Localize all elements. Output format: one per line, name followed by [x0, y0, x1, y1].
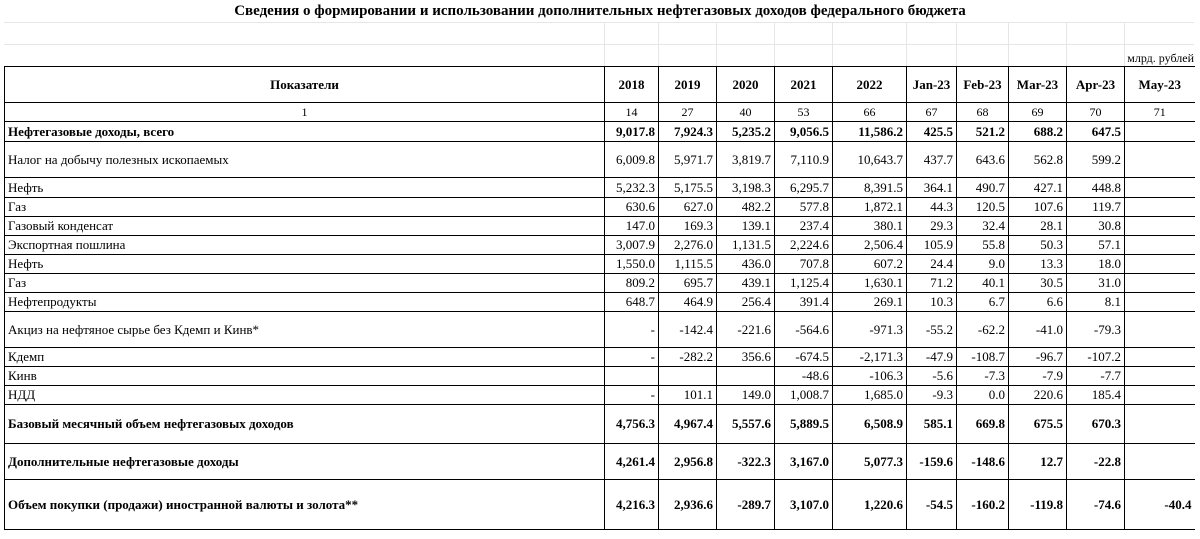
value-cell: 269.1 [833, 293, 907, 312]
value-cell: 630.6 [605, 198, 659, 217]
value-cell: -7.9 [1009, 367, 1067, 386]
value-cell: -119.8 [1009, 480, 1067, 530]
value-cell: 688.2 [1009, 122, 1067, 142]
row-label: Экспортная пошлина [5, 236, 605, 255]
table-row [5, 142, 1195, 178]
value-cell: 18.0 [1067, 255, 1125, 274]
value-cell: -96.7 [1009, 348, 1067, 367]
index-cell: 71 [1125, 103, 1195, 122]
value-cell: 2,276.0 [659, 236, 717, 255]
value-cell [717, 367, 775, 386]
value-cell: 13.3 [1009, 255, 1067, 274]
value-cell: 139.1 [717, 217, 775, 236]
value-cell: 10.3 [907, 293, 957, 312]
value-cell [1125, 217, 1195, 236]
value-cell [1125, 312, 1195, 348]
row-label: Налог на добычу полезных ископаемых [5, 142, 605, 178]
value-cell: -107.2 [1067, 348, 1125, 367]
value-cell: 50.3 [1009, 236, 1067, 255]
value-cell: 32.4 [957, 217, 1009, 236]
value-cell: 4,967.4 [659, 405, 717, 444]
value-cell: 437.7 [907, 142, 957, 178]
value-cell: - [605, 386, 659, 405]
value-cell [1125, 122, 1195, 142]
table-row [5, 236, 1195, 255]
value-cell: -41.0 [1009, 312, 1067, 348]
table-row [5, 178, 1195, 198]
value-cell: - [605, 348, 659, 367]
value-cell: 669.8 [957, 405, 1009, 444]
value-cell: -79.3 [1067, 312, 1125, 348]
row-label: Нефтепродукты [5, 293, 605, 312]
value-cell: 425.5 [907, 122, 957, 142]
value-cell: 30.5 [1009, 274, 1067, 293]
index-cell: 68 [957, 103, 1009, 122]
value-cell: -40.4 [1125, 480, 1195, 530]
value-cell: 9,056.5 [775, 122, 833, 142]
index-cell: 69 [1009, 103, 1067, 122]
value-cell: 809.2 [605, 274, 659, 293]
page-title: Сведения о формировании и использовании дополнительных нефтегазовых доходов федерального бюджета [234, 3, 966, 19]
row-label: Дополнительные нефтегазовые доходы [5, 444, 605, 480]
value-cell: 439.1 [717, 274, 775, 293]
value-cell [1125, 367, 1195, 386]
value-cell: 364.1 [907, 178, 957, 198]
value-cell: -62.2 [957, 312, 1009, 348]
value-cell: - [605, 312, 659, 348]
row-label: Кдемп [5, 348, 605, 367]
header-col: Jan-23 [907, 67, 957, 103]
value-cell: -22.8 [1067, 444, 1125, 480]
table-row [5, 255, 1195, 274]
row-label: Кинв [5, 367, 605, 386]
table-row [5, 348, 1195, 367]
empty-grid-area [4, 22, 1194, 66]
value-cell: 11,586.2 [833, 122, 907, 142]
row-label: Нефть [5, 255, 605, 274]
value-cell: 147.0 [605, 217, 659, 236]
index-cell: 53 [775, 103, 833, 122]
value-cell: 1,630.1 [833, 274, 907, 293]
table-row [5, 293, 1195, 312]
value-cell: 3,167.0 [775, 444, 833, 480]
value-cell: 220.6 [1009, 386, 1067, 405]
table-row [5, 444, 1195, 480]
value-cell [1125, 236, 1195, 255]
header-col: Apr-23 [1067, 67, 1125, 103]
value-cell: 6.7 [957, 293, 1009, 312]
value-cell: 380.1 [833, 217, 907, 236]
row-label: НДД [5, 386, 605, 405]
value-cell: 448.8 [1067, 178, 1125, 198]
value-cell: 10,643.7 [833, 142, 907, 178]
value-cell: 120.5 [957, 198, 1009, 217]
value-cell: -674.5 [775, 348, 833, 367]
value-cell: -106.3 [833, 367, 907, 386]
value-cell: 185.4 [1067, 386, 1125, 405]
value-cell [1125, 293, 1195, 312]
value-cell: -282.2 [659, 348, 717, 367]
value-cell: -55.2 [907, 312, 957, 348]
value-cell: -108.7 [957, 348, 1009, 367]
value-cell: 627.0 [659, 198, 717, 217]
index-cell: 14 [605, 103, 659, 122]
row-label: Базовый месячный объем нефтегазовых доходов [5, 405, 605, 444]
value-cell: -2,171.3 [833, 348, 907, 367]
table-row [5, 198, 1195, 217]
row-label: Газ [5, 198, 605, 217]
value-cell: 482.2 [717, 198, 775, 217]
header-col: 2019 [659, 67, 717, 103]
value-cell: 8.1 [1067, 293, 1125, 312]
value-cell: 237.4 [775, 217, 833, 236]
value-cell: 521.2 [957, 122, 1009, 142]
value-cell: -148.6 [957, 444, 1009, 480]
value-cell: 1,131.5 [717, 236, 775, 255]
value-cell: 9.0 [957, 255, 1009, 274]
value-cell: 643.6 [957, 142, 1009, 178]
value-cell: 607.2 [833, 255, 907, 274]
value-cell: 647.5 [1067, 122, 1125, 142]
value-cell [1125, 348, 1195, 367]
value-cell: -54.5 [907, 480, 957, 530]
index-label: 1 [5, 103, 605, 122]
value-cell: 2,506.4 [833, 236, 907, 255]
value-cell: 707.8 [775, 255, 833, 274]
value-cell: 107.6 [1009, 198, 1067, 217]
value-cell: -7.7 [1067, 367, 1125, 386]
value-cell: 71.2 [907, 274, 957, 293]
value-cell: -564.6 [775, 312, 833, 348]
value-cell: 55.8 [957, 236, 1009, 255]
value-cell: 31.0 [1067, 274, 1125, 293]
value-cell: 5,077.3 [833, 444, 907, 480]
value-cell: 1,220.6 [833, 480, 907, 530]
value-cell: 490.7 [957, 178, 1009, 198]
value-cell [1125, 274, 1195, 293]
value-cell: 3,107.0 [775, 480, 833, 530]
value-cell: 3,819.7 [717, 142, 775, 178]
value-cell: 3,198.3 [717, 178, 775, 198]
value-cell: 12.7 [1009, 444, 1067, 480]
header-row [5, 67, 1195, 103]
value-cell [605, 367, 659, 386]
value-cell [1125, 198, 1195, 217]
header-label: Показатели [5, 67, 605, 103]
row-label: Акциз на нефтяное сырье без Кдемп и Кинв* [5, 312, 605, 348]
table-row [5, 386, 1195, 405]
value-cell: 2,936.6 [659, 480, 717, 530]
value-cell: -74.6 [1067, 480, 1125, 530]
value-cell: 427.1 [1009, 178, 1067, 198]
value-cell: 6,295.7 [775, 178, 833, 198]
value-cell: 5,557.6 [717, 405, 775, 444]
value-cell: 391.4 [775, 293, 833, 312]
value-cell: 6.6 [1009, 293, 1067, 312]
value-cell: 5,889.5 [775, 405, 833, 444]
value-cell: 6,508.9 [833, 405, 907, 444]
row-label: Нефтегазовые доходы, всего [5, 122, 605, 142]
value-cell: 57.1 [1067, 236, 1125, 255]
value-cell: 5,232.3 [605, 178, 659, 198]
table-row [5, 312, 1195, 348]
value-cell: 40.1 [957, 274, 1009, 293]
value-cell: 44.3 [907, 198, 957, 217]
value-cell [1125, 386, 1195, 405]
value-cell: 4,216.3 [605, 480, 659, 530]
value-cell: -160.2 [957, 480, 1009, 530]
value-cell: -5.6 [907, 367, 957, 386]
value-cell: -142.4 [659, 312, 717, 348]
value-cell: 599.2 [1067, 142, 1125, 178]
value-cell: 5,175.5 [659, 178, 717, 198]
header-col: 2018 [605, 67, 659, 103]
value-cell: 5,235.2 [717, 122, 775, 142]
value-cell: 436.0 [717, 255, 775, 274]
value-cell: -289.7 [717, 480, 775, 530]
value-cell: 1,115.5 [659, 255, 717, 274]
value-cell: 0.0 [957, 386, 1009, 405]
value-cell: 670.3 [1067, 405, 1125, 444]
value-cell: 9,017.8 [605, 122, 659, 142]
value-cell: 4,756.3 [605, 405, 659, 444]
value-cell: -47.9 [907, 348, 957, 367]
value-cell: 1,872.1 [833, 198, 907, 217]
value-cell [1125, 142, 1195, 178]
row-label: Газовый конденсат [5, 217, 605, 236]
value-cell: 101.1 [659, 386, 717, 405]
value-cell: 585.1 [907, 405, 957, 444]
header-col: 2020 [717, 67, 775, 103]
value-cell: 30.8 [1067, 217, 1125, 236]
value-cell: 119.7 [1067, 198, 1125, 217]
table-row [5, 480, 1195, 530]
value-cell [1125, 444, 1195, 480]
value-cell: 1,685.0 [833, 386, 907, 405]
header-col: Mar-23 [1009, 67, 1067, 103]
value-cell: 356.6 [717, 348, 775, 367]
header-col: May-23 [1125, 67, 1195, 103]
table-row [5, 274, 1195, 293]
value-cell [659, 367, 717, 386]
value-cell: -221.6 [717, 312, 775, 348]
index-cell: 66 [833, 103, 907, 122]
value-cell: 2,956.8 [659, 444, 717, 480]
table-row [5, 367, 1195, 386]
value-cell: 1,125.4 [775, 274, 833, 293]
value-cell: -9.3 [907, 386, 957, 405]
index-cell: 27 [659, 103, 717, 122]
index-cell: 67 [907, 103, 957, 122]
value-cell [1125, 178, 1195, 198]
row-label: Газ [5, 274, 605, 293]
value-cell: 149.0 [717, 386, 775, 405]
row-label: Объем покупки (продажи) иностранной валюты и золота** [5, 480, 605, 530]
value-cell: 7,110.9 [775, 142, 833, 178]
index-row [5, 103, 1195, 122]
value-cell: 2,224.6 [775, 236, 833, 255]
value-cell: -7.3 [957, 367, 1009, 386]
value-cell: 7,924.3 [659, 122, 717, 142]
value-cell: 256.4 [717, 293, 775, 312]
unit-label: млрд. рублей [1127, 51, 1194, 65]
value-cell: 8,391.5 [833, 178, 907, 198]
value-cell: 464.9 [659, 293, 717, 312]
header-col: Feb-23 [957, 67, 1009, 103]
value-cell: 3,007.9 [605, 236, 659, 255]
header-col: 2021 [775, 67, 833, 103]
value-cell [1125, 405, 1195, 444]
value-cell: 562.8 [1009, 142, 1067, 178]
index-cell: 70 [1067, 103, 1125, 122]
value-cell [1125, 255, 1195, 274]
value-cell: 24.4 [907, 255, 957, 274]
data-table [4, 66, 1195, 530]
value-cell: 648.7 [605, 293, 659, 312]
value-cell: 5,971.7 [659, 142, 717, 178]
value-cell: 1,550.0 [605, 255, 659, 274]
value-cell: 675.5 [1009, 405, 1067, 444]
table-row [5, 405, 1195, 444]
row-label: Нефть [5, 178, 605, 198]
index-cell: 40 [717, 103, 775, 122]
header-col: 2022 [833, 67, 907, 103]
value-cell: -48.6 [775, 367, 833, 386]
value-cell: 169.3 [659, 217, 717, 236]
value-cell: 28.1 [1009, 217, 1067, 236]
value-cell: 577.8 [775, 198, 833, 217]
value-cell: 29.3 [907, 217, 957, 236]
table-row [5, 122, 1195, 142]
value-cell: 6,009.8 [605, 142, 659, 178]
value-cell: -159.6 [907, 444, 957, 480]
value-cell: 105.9 [907, 236, 957, 255]
value-cell: 1,008.7 [775, 386, 833, 405]
value-cell: -322.3 [717, 444, 775, 480]
value-cell: -971.3 [833, 312, 907, 348]
value-cell: 695.7 [659, 274, 717, 293]
table-row [5, 217, 1195, 236]
value-cell: 4,261.4 [605, 444, 659, 480]
